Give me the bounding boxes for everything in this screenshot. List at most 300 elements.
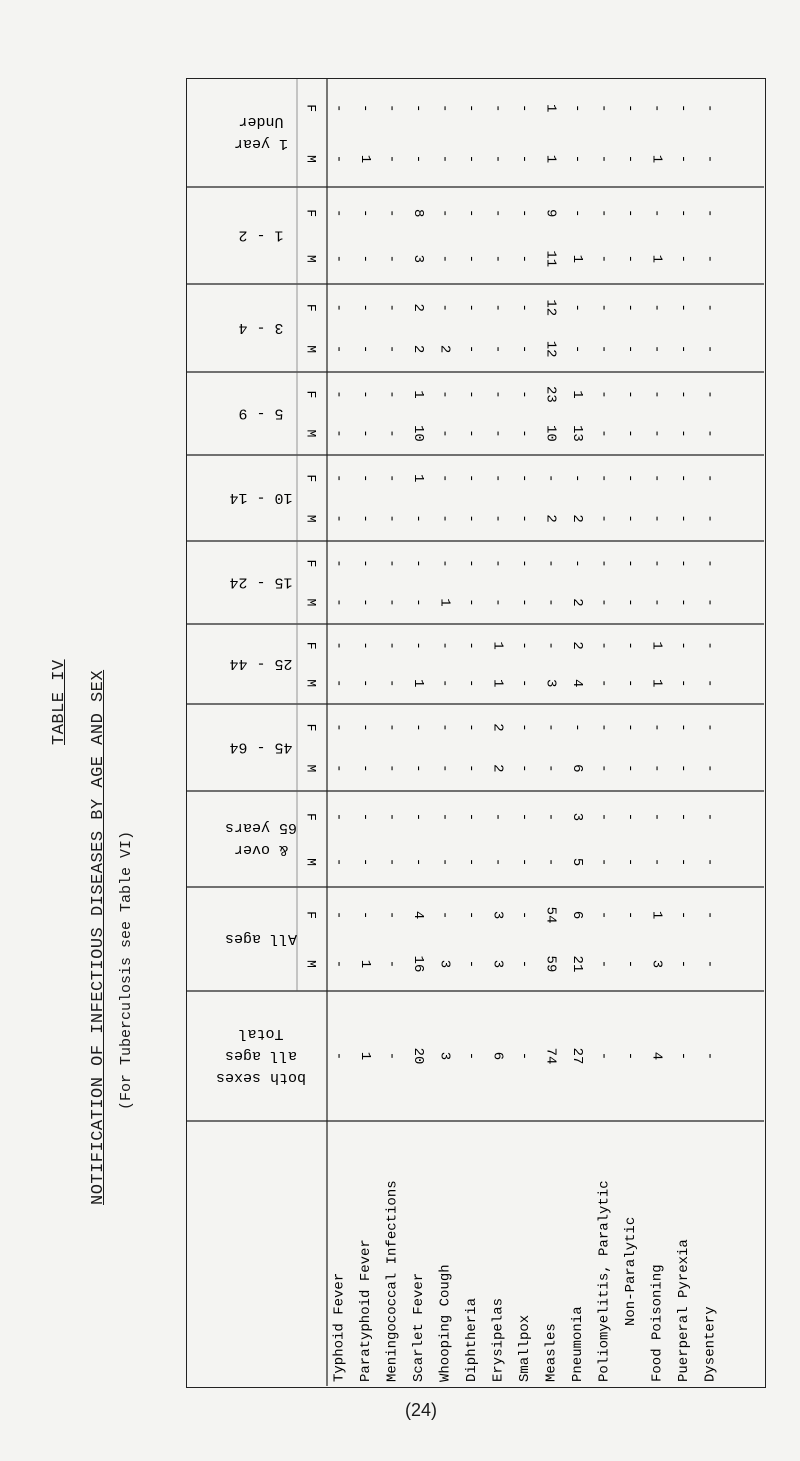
- table-cell: -: [330, 857, 347, 867]
- table-cell: -: [621, 103, 638, 113]
- table-cell: -: [515, 154, 532, 164]
- table-cell: -: [330, 1051, 347, 1061]
- table-cell: -: [542, 812, 559, 822]
- table-number: TABLE IV: [50, 659, 69, 745]
- table-cell: -: [462, 254, 479, 263]
- table-cell: -: [674, 959, 691, 969]
- table-cell: 1: [648, 910, 665, 920]
- table-cell: -: [674, 910, 691, 920]
- table-cell: -: [701, 474, 718, 483]
- table-cell: -: [330, 344, 347, 354]
- table-cell: -: [356, 514, 373, 523]
- age-group-header: 65 years: [224, 819, 298, 837]
- table-cell: -: [436, 474, 453, 483]
- table-cell: -: [595, 254, 612, 263]
- table-cell: -: [356, 344, 373, 354]
- table-cell: -: [356, 723, 373, 732]
- table-cell: 11: [542, 250, 559, 268]
- table-cell: -: [356, 303, 373, 312]
- table-cell: -: [515, 103, 532, 113]
- table-cell: 1: [648, 154, 665, 164]
- table-cell: -: [515, 208, 532, 218]
- table-cell: 4: [648, 1051, 665, 1061]
- table-cell: -: [489, 429, 506, 438]
- table-cell: -: [674, 764, 691, 773]
- table-cell: -: [648, 390, 665, 399]
- table-cell: -: [515, 474, 532, 483]
- table-cell: 9: [542, 208, 559, 218]
- disease-name: Diphtheria: [464, 1297, 481, 1382]
- table-cell: -: [462, 344, 479, 354]
- table-cell: -: [648, 344, 665, 354]
- table-cell: 13: [568, 425, 585, 442]
- table-cell: -: [648, 474, 665, 483]
- table-cell: -: [701, 1051, 718, 1061]
- table-cell: -: [356, 910, 373, 920]
- table-cell: -: [436, 429, 453, 438]
- table-cell: -: [436, 641, 453, 650]
- table-cell: -: [621, 390, 638, 399]
- table-cell: -: [595, 678, 612, 688]
- table-cell: -: [489, 390, 506, 399]
- table-cell: -: [701, 598, 718, 607]
- table-cell: -: [462, 103, 479, 113]
- table-cell: -: [330, 208, 347, 218]
- table-cell: -: [436, 303, 453, 312]
- table-cell: -: [330, 598, 347, 607]
- table-cell: -: [356, 103, 373, 113]
- table-cell: 2: [436, 344, 453, 354]
- sex-label: F: [303, 723, 319, 732]
- table-cell: 1: [356, 1051, 373, 1061]
- table-cell: -: [330, 812, 347, 822]
- table-cell: -: [462, 303, 479, 312]
- table-cell: 10: [542, 425, 559, 442]
- table-cell: -: [621, 1051, 638, 1061]
- table-cell: -: [595, 641, 612, 650]
- table-cell: -: [462, 390, 479, 399]
- table-cell: -: [436, 678, 453, 688]
- table-cell: 2: [568, 514, 585, 523]
- table-cell: -: [595, 1051, 612, 1061]
- table-cell: -: [568, 303, 585, 312]
- table-cell: -: [621, 514, 638, 523]
- table-cell: -: [356, 429, 373, 438]
- table-cell: -: [701, 344, 718, 354]
- table-cell: 74: [542, 1047, 559, 1065]
- table-cell: -: [648, 764, 665, 773]
- table-cell: -: [330, 474, 347, 483]
- table-cell: 2: [409, 303, 426, 312]
- table-cell: -: [648, 303, 665, 312]
- table-cell: -: [595, 959, 612, 969]
- table-cell: -: [595, 764, 612, 773]
- table-cell: -: [330, 390, 347, 399]
- table-cell: -: [436, 559, 453, 568]
- table-cell: -: [595, 303, 612, 312]
- table-cell: 1: [568, 390, 585, 399]
- table-cell: -: [330, 678, 347, 688]
- table-cell: -: [383, 959, 400, 969]
- age-group-header: Total: [238, 1025, 284, 1043]
- table-cell: -: [409, 154, 426, 164]
- table-cell: -: [409, 723, 426, 732]
- table-cell: 4: [409, 910, 426, 920]
- table-cell: -: [383, 154, 400, 164]
- disease-name: Poliomyelitis, Paralytic: [596, 1180, 613, 1382]
- table-cell: 3: [489, 959, 506, 969]
- table-cell: 2: [568, 641, 585, 650]
- table-cell: -: [383, 103, 400, 113]
- table-cell: -: [621, 723, 638, 732]
- disease-name: Erysipelas: [490, 1297, 507, 1382]
- table-cell: -: [595, 154, 612, 164]
- table-cell: -: [674, 678, 691, 688]
- table-cell: -: [674, 598, 691, 607]
- table-cell: 27: [568, 1047, 585, 1065]
- table-cell: -: [436, 723, 453, 732]
- table-cell: -: [436, 514, 453, 523]
- table-cell: -: [595, 723, 612, 732]
- table-cell: -: [330, 723, 347, 732]
- table-cell: -: [621, 254, 638, 263]
- table-cell: -: [515, 723, 532, 732]
- table-cell: -: [515, 254, 532, 263]
- table-cell: -: [621, 303, 638, 312]
- table-cell: -: [542, 559, 559, 568]
- table-cell: -: [674, 812, 691, 822]
- table-cell: -: [383, 429, 400, 438]
- table-cell: -: [674, 303, 691, 312]
- table-cell: 3: [436, 1051, 453, 1061]
- table-cell: -: [383, 344, 400, 354]
- table-cell: -: [568, 103, 585, 113]
- table-cell: -: [701, 764, 718, 773]
- table-cell: -: [515, 303, 532, 312]
- sex-label: M: [303, 345, 319, 354]
- table-cell: -: [409, 641, 426, 650]
- table-cell: 2: [542, 514, 559, 523]
- table-cell: -: [330, 641, 347, 650]
- age-group-header: 15 - 24: [229, 573, 293, 591]
- table-cell: -: [330, 429, 347, 438]
- sex-label: F: [303, 641, 319, 650]
- table-cell: -: [674, 254, 691, 263]
- table-cell: -: [356, 474, 373, 483]
- table-cell: -: [568, 208, 585, 218]
- table-cell: -: [356, 390, 373, 399]
- sex-label: M: [303, 155, 319, 163]
- table-cell: -: [621, 474, 638, 483]
- table-cell: -: [515, 390, 532, 399]
- table-cell: 1: [568, 254, 585, 263]
- table-cell: 12: [542, 299, 559, 317]
- page-headings: [0, 0, 160, 1461]
- table-cell: -: [648, 514, 665, 523]
- table-cell: -: [383, 474, 400, 483]
- table-cell: -: [489, 208, 506, 218]
- table-cell: -: [595, 559, 612, 568]
- table-cell: -: [330, 559, 347, 568]
- table-cell: -: [515, 598, 532, 607]
- table-cell: -: [701, 723, 718, 732]
- table-grid: [187, 79, 764, 1386]
- table-cell: -: [489, 514, 506, 523]
- age-group-header: 1 year: [233, 135, 289, 153]
- table-cell: 1: [648, 641, 665, 650]
- table-cell: -: [436, 812, 453, 822]
- disease-name: Puerperal Pyrexia: [676, 1239, 693, 1382]
- table-cell: 2: [568, 598, 585, 607]
- table-subtitle: (For Tuberculosis see Table VI): [118, 830, 135, 1110]
- table-cell: -: [436, 910, 453, 920]
- table-cell: -: [595, 598, 612, 607]
- table-cell: -: [621, 678, 638, 688]
- table-cell: -: [356, 857, 373, 867]
- table-cell: 59: [542, 955, 559, 973]
- table-cell: -: [330, 514, 347, 523]
- table-cell: 5: [568, 857, 585, 867]
- table-cell: -: [383, 303, 400, 312]
- table-cell: 3: [648, 959, 665, 969]
- table-cell: -: [330, 303, 347, 312]
- table-cell: 1: [489, 641, 506, 650]
- table-cell: -: [542, 598, 559, 607]
- table-cell: -: [462, 154, 479, 164]
- table-cell: 1: [542, 154, 559, 164]
- table-cell: -: [648, 723, 665, 732]
- table-cell: -: [701, 514, 718, 523]
- table-cell: -: [701, 208, 718, 218]
- table-cell: -: [595, 390, 612, 399]
- table-cell: -: [595, 474, 612, 483]
- table-cell: -: [515, 559, 532, 568]
- table-cell: -: [383, 1051, 400, 1061]
- table-cell: -: [330, 959, 347, 969]
- table-cell: 54: [542, 906, 559, 924]
- table-cell: -: [409, 514, 426, 523]
- age-group-header: 10 - 14: [229, 489, 293, 507]
- table-cell: -: [515, 429, 532, 438]
- table-cell: -: [462, 812, 479, 822]
- sex-label: F: [303, 390, 319, 399]
- table-cell: -: [515, 514, 532, 523]
- disease-name: Smallpox: [517, 1314, 534, 1382]
- table-cell: -: [436, 103, 453, 113]
- table-cell: -: [568, 723, 585, 732]
- table-cell: -: [462, 764, 479, 773]
- table-cell: -: [701, 303, 718, 312]
- table-cell: -: [436, 764, 453, 773]
- table-cell: -: [595, 344, 612, 354]
- table-cell: -: [568, 559, 585, 568]
- table-cell: -: [330, 154, 347, 164]
- table-cell: -: [489, 154, 506, 164]
- table-cell: 2: [409, 344, 426, 354]
- table-cell: -: [330, 103, 347, 113]
- table-cell: -: [462, 641, 479, 650]
- table-cell: 1: [648, 678, 665, 688]
- table-cell: -: [462, 559, 479, 568]
- table-cell: -: [648, 857, 665, 867]
- table-cell: -: [674, 344, 691, 354]
- table-cell: -: [648, 429, 665, 438]
- table-cell: -: [701, 390, 718, 399]
- disease-name: Scarlet Fever: [411, 1272, 428, 1382]
- sex-label: M: [303, 858, 319, 866]
- table-cell: 21: [568, 955, 585, 973]
- table-cell: -: [595, 208, 612, 218]
- table-cell: -: [542, 641, 559, 650]
- table-cell: -: [356, 641, 373, 650]
- table-cell: -: [489, 598, 506, 607]
- age-group-header: both sexes: [215, 1069, 307, 1087]
- table-cell: -: [330, 764, 347, 773]
- sex-label: M: [303, 960, 319, 968]
- table-cell: 16: [409, 955, 426, 973]
- table-cell: -: [436, 254, 453, 263]
- table-cell: 10: [409, 425, 426, 442]
- table-cell: -: [409, 598, 426, 607]
- disease-name: Dysentery: [702, 1306, 719, 1382]
- age-group-header: 25 - 44: [229, 655, 293, 673]
- table-cell: -: [462, 598, 479, 607]
- table-cell: -: [542, 723, 559, 732]
- table-cell: 6: [489, 1051, 506, 1061]
- table-cell: -: [568, 344, 585, 354]
- table-cell: -: [595, 910, 612, 920]
- table-cell: 2: [489, 723, 506, 732]
- table-cell: -: [595, 103, 612, 113]
- table-cell: -: [674, 1051, 691, 1061]
- table-cell: -: [621, 559, 638, 568]
- disease-name: Measles: [543, 1323, 560, 1382]
- table-cell: -: [489, 857, 506, 867]
- disease-name: Typhoid Fever: [331, 1272, 348, 1382]
- table-cell: -: [674, 429, 691, 438]
- table-cell: -: [648, 812, 665, 822]
- table-cell: -: [621, 598, 638, 607]
- table-cell: -: [515, 812, 532, 822]
- sex-label: M: [303, 429, 319, 438]
- table-cell: -: [701, 910, 718, 920]
- table-cell: -: [595, 812, 612, 822]
- age-group-header: Under: [238, 113, 284, 131]
- sex-label: M: [303, 679, 319, 688]
- table-cell: -: [674, 559, 691, 568]
- table-cell: -: [436, 390, 453, 399]
- table-cell: -: [356, 678, 373, 688]
- table-cell: 1: [409, 474, 426, 483]
- table-cell: -: [648, 103, 665, 113]
- disease-name: Non-Paralytic: [623, 1216, 640, 1326]
- table-cell: -: [356, 208, 373, 218]
- table-cell: 2: [489, 764, 506, 773]
- table-cell: -: [383, 598, 400, 607]
- age-group-header: 1 - 2: [238, 226, 284, 244]
- table-cell: 3: [489, 910, 506, 920]
- table-cell: -: [568, 474, 585, 483]
- table-cell: -: [621, 154, 638, 164]
- table-cell: -: [701, 429, 718, 438]
- disease-name: Paratyphoid Fever: [358, 1239, 375, 1382]
- table-cell: 1: [409, 390, 426, 399]
- table-cell: -: [674, 723, 691, 732]
- table-cell: -: [383, 641, 400, 650]
- table-cell: 1: [489, 678, 506, 688]
- table-cell: -: [621, 208, 638, 218]
- table-cell: -: [489, 103, 506, 113]
- table-cell: -: [621, 812, 638, 822]
- table-cell: -: [701, 959, 718, 969]
- table-cell: -: [356, 559, 373, 568]
- table-cell: -: [383, 514, 400, 523]
- age-group-header: & over: [233, 841, 289, 859]
- age-group-header: 5 - 9: [238, 404, 284, 422]
- table-cell: 23: [542, 386, 559, 403]
- table-cell: 12: [542, 340, 559, 358]
- sex-label: F: [303, 474, 319, 483]
- sex-label: M: [303, 764, 319, 773]
- table-cell: -: [409, 812, 426, 822]
- table-cell: -: [462, 514, 479, 523]
- table-cell: -: [489, 303, 506, 312]
- table-cell: -: [674, 154, 691, 164]
- sex-label: F: [303, 813, 319, 821]
- table-cell: -: [383, 812, 400, 822]
- table-cell: -: [356, 764, 373, 773]
- table-cell: -: [409, 764, 426, 773]
- table-cell: -: [383, 723, 400, 732]
- table-cell: -: [462, 678, 479, 688]
- table-cell: -: [436, 154, 453, 164]
- table-cell: -: [542, 764, 559, 773]
- table-title: NOTIFICATION OF INFECTIOUS DISEASES BY AGE AND SEX: [89, 669, 108, 1205]
- table-cell: -: [701, 559, 718, 568]
- table-cell: -: [356, 812, 373, 822]
- table-cell: -: [542, 857, 559, 867]
- table-cell: -: [515, 857, 532, 867]
- notification-table: [186, 78, 766, 1388]
- table-cell: -: [621, 764, 638, 773]
- table-cell: -: [701, 812, 718, 822]
- table-cell: -: [621, 910, 638, 920]
- sex-label: M: [303, 254, 319, 263]
- table-cell: -: [383, 390, 400, 399]
- table-cell: -: [701, 857, 718, 867]
- table-cell: -: [515, 910, 532, 920]
- table-cell: -: [515, 959, 532, 969]
- disease-name: Meningococcal Infections: [384, 1180, 401, 1382]
- table-cell: -: [674, 390, 691, 399]
- table-cell: 1: [409, 678, 426, 688]
- table-cell: -: [489, 812, 506, 822]
- table-cell: -: [409, 103, 426, 113]
- table-cell: -: [648, 208, 665, 218]
- table-cell: 1: [648, 254, 665, 263]
- table-cell: 1: [436, 598, 453, 607]
- table-cell: -: [383, 208, 400, 218]
- age-group-header: 3 - 4: [238, 319, 284, 337]
- table-cell: -: [489, 344, 506, 354]
- table-cell: -: [489, 474, 506, 483]
- table-cell: -: [648, 559, 665, 568]
- table-cell: 4: [568, 678, 585, 688]
- table-cell: 1: [356, 959, 373, 969]
- table-cell: -: [595, 429, 612, 438]
- table-cell: -: [462, 1051, 479, 1061]
- sex-label: F: [303, 104, 319, 113]
